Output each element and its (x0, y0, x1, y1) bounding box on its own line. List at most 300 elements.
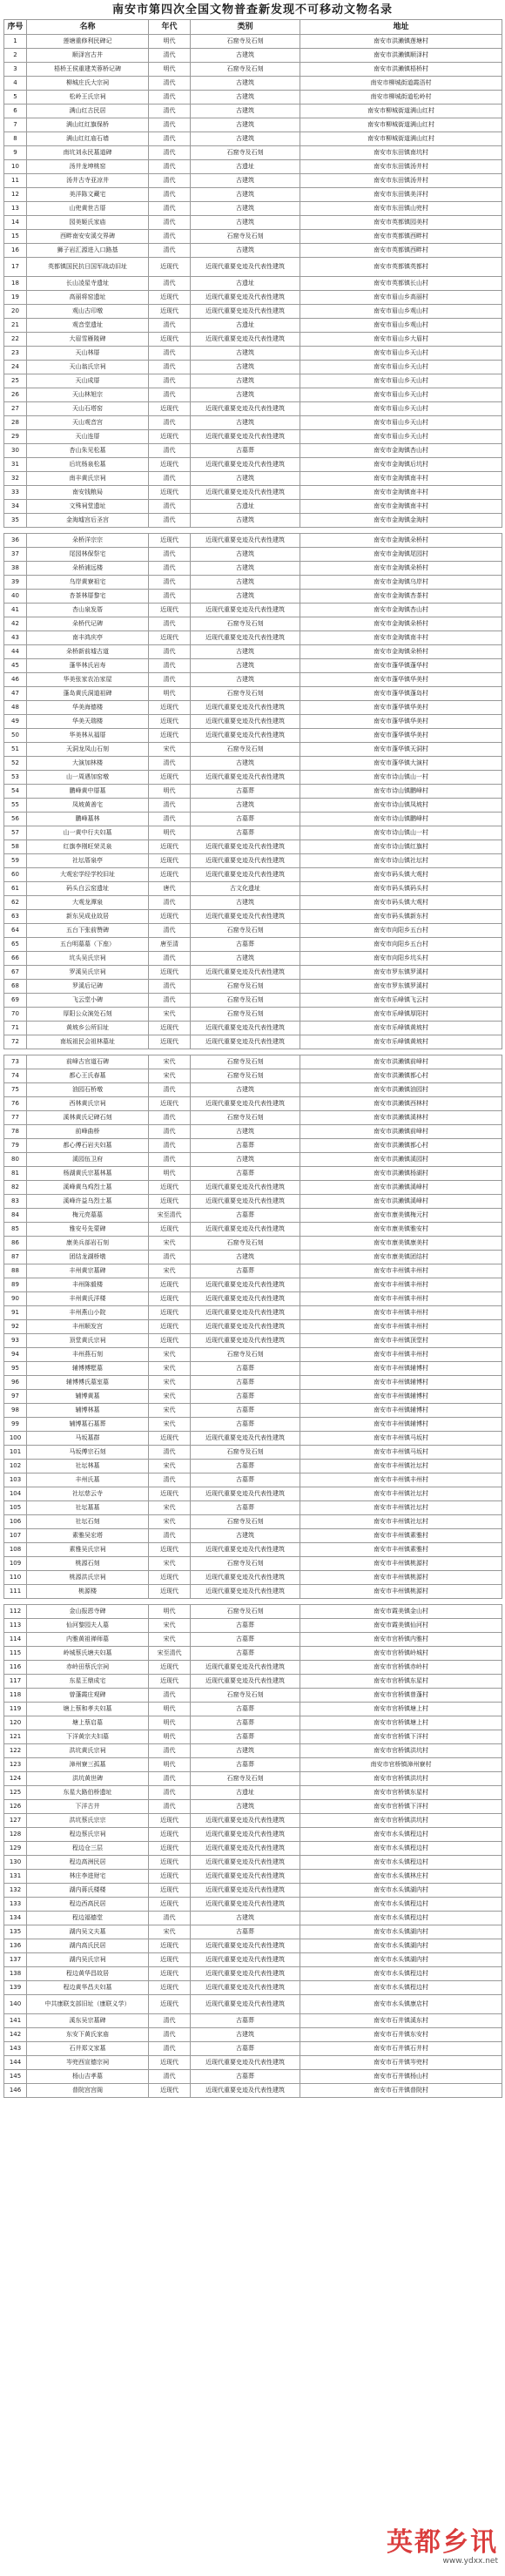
cell-category: 古墓葬 (191, 826, 300, 840)
cell-era: 近现代 (149, 729, 191, 743)
cell-category: 古建筑 (191, 1529, 300, 1543)
cell-category: 古墓葬 (191, 1925, 300, 1939)
cell-category: 石窟寺及石刻 (191, 1605, 300, 1619)
cell-address: 南安市乐峰镇厚阳村 (300, 1008, 502, 1022)
cell-era: 近现代 (149, 868, 191, 882)
cell-name: 洪坑黄氏宗祠 (27, 1744, 149, 1758)
cell-era: 宋代 (149, 1404, 191, 1418)
cell-address: 南安市官桥镇塘上村 (300, 1716, 502, 1730)
cell-category: 古墓葬 (191, 444, 300, 458)
cell-name: 乌岸黄寮祖宅 (27, 576, 149, 590)
cell-index: 95 (4, 1362, 27, 1376)
header-index: 序号 (4, 20, 27, 35)
cell-category: 近现代重要史迹及代表性建筑 (191, 2084, 300, 2098)
cell-category: 古建筑 (191, 361, 300, 374)
cell-index: 100 (4, 1432, 27, 1446)
cell-index: 28 (4, 416, 27, 430)
cell-index: 68 (4, 980, 27, 994)
cell-address: 南安市金淘镇朵桥村 (300, 645, 502, 659)
cell-category: 古建筑 (191, 416, 300, 430)
cell-address: 南安市诗山镇山一村 (300, 826, 502, 840)
cell-name: 华美林从福厝 (27, 729, 149, 743)
table-row (4, 910, 502, 924)
cell-category: 近现代重要史迹及代表性建筑 (191, 1884, 300, 1898)
cell-name: 下洋黄宗夫妇墓 (27, 1730, 149, 1744)
cell-category: 石窟寺及石刻 (191, 1557, 300, 1571)
table-row (4, 1856, 502, 1870)
cell-name: 高丽将窑遗址 (27, 291, 149, 305)
table-row (4, 1585, 502, 1599)
cell-address: 南安市石井镇岑兜村 (300, 2056, 502, 2070)
table-row (4, 1619, 502, 1633)
cell-address: 南安市丰州镇桃源村 (300, 1585, 502, 1599)
cell-era: 清代 (149, 277, 191, 291)
cell-address: 南安市金淘镇乌岸村 (300, 576, 502, 590)
table-row (4, 105, 502, 118)
cell-index: 10 (4, 160, 27, 174)
cell-index: 59 (4, 854, 27, 868)
cell-era: 宋代 (149, 1501, 191, 1515)
cell-index: 27 (4, 402, 27, 416)
cell-name: 天山翁氏宗祠 (27, 361, 149, 374)
header-category: 类别 (191, 20, 300, 35)
cell-category: 古墓葬 (191, 1390, 300, 1404)
cell-category: 古建筑 (191, 1800, 300, 1814)
cell-index: 31 (4, 458, 27, 472)
cell-name: 西林黄氏宗祠 (27, 1097, 149, 1111)
cell-category: 古墓葬 (191, 1418, 300, 1432)
cell-name: 岭城蔡氏塘夫妇墓 (27, 1647, 149, 1661)
table-row (4, 1181, 502, 1195)
cell-category: 近现代重要史迹及代表性建筑 (191, 631, 300, 645)
cell-category: 古建筑 (191, 548, 300, 562)
cell-index: 12 (4, 188, 27, 202)
cell-category: 近现代重要史迹及代表性建筑 (191, 1432, 300, 1446)
cell-index: 142 (4, 2028, 27, 2042)
cell-category: 古建筑 (191, 952, 300, 966)
table-row (4, 91, 502, 105)
cell-category: 古建筑 (191, 2028, 300, 2042)
cell-era: 唐代 (149, 882, 191, 896)
cell-index: 5 (4, 91, 27, 105)
cell-address: 南安市丰州镇丰州村 (300, 1278, 502, 1292)
cell-address: 南安市金淘镇杏山村 (300, 604, 502, 617)
cell-era: 近现代 (149, 840, 191, 854)
cell-era: 近现代 (149, 1334, 191, 1348)
table-row (4, 868, 502, 882)
cell-address: 南安市水头镇康店村 (300, 1995, 502, 2014)
cell-address: 南安市水头镇湖内村 (300, 1925, 502, 1939)
cell-address: 南安市东田镇汤井村 (300, 160, 502, 174)
cell-index: 71 (4, 1022, 27, 1035)
cell-address: 南安市向阳乡五台村 (300, 938, 502, 952)
cell-category: 古建筑 (191, 896, 300, 910)
table-row (4, 1515, 502, 1529)
cell-category: 近现代重要史迹及代表性建筑 (191, 701, 300, 715)
table-row (4, 1460, 502, 1473)
cell-name: 丰州黄宗墓碑 (27, 1264, 149, 1278)
cell-name: 罗溪吴氏宗祠 (27, 966, 149, 980)
cell-name: 岑兜西宣德宗祠 (27, 2056, 149, 2070)
cell-address: 南安市向阳乡五台村 (300, 924, 502, 938)
cell-index: 132 (4, 1884, 27, 1898)
table-row (4, 1390, 502, 1404)
cell-index: 125 (4, 1786, 27, 1800)
cell-index: 90 (4, 1292, 27, 1306)
cell-name: 溪峰黄乌鸡烈士墓 (27, 1181, 149, 1195)
cell-name: 大演加林楼 (27, 757, 149, 771)
table-row (4, 687, 502, 701)
cell-category: 近现代重要史迹及代表性建筑 (191, 1661, 300, 1675)
cell-address: 南安市金淘镇尾园村 (300, 548, 502, 562)
cell-name: 石井郑文家墓 (27, 2042, 149, 2056)
cell-index: 105 (4, 1501, 27, 1515)
cell-address: 南安市洪濑镇溪林村 (300, 1111, 502, 1125)
table-row (4, 1633, 502, 1647)
cell-name: 丰州燕石刻 (27, 1348, 149, 1362)
table-row (4, 924, 502, 938)
header-name: 名称 (27, 20, 149, 35)
cell-category: 石窟寺及石刻 (191, 1689, 300, 1703)
cell-address: 南安市柳城街道满山红村 (300, 132, 502, 146)
cell-address: 南安市官桥镇赤岭村 (300, 1661, 502, 1675)
cell-category: 近现代重要史迹及代表性建筑 (191, 1022, 300, 1035)
cell-era: 清代 (149, 576, 191, 590)
table-row (4, 1209, 502, 1223)
cell-name: 社坛石刻 (27, 1515, 149, 1529)
cell-era: 清代 (149, 118, 191, 132)
cell-address: 南安市洪濑镇溪园村 (300, 1153, 502, 1167)
cell-address: 南安市洪濑镇都心村 (300, 1139, 502, 1153)
cell-address: 南安市金淘镇杏茶村 (300, 590, 502, 604)
cell-name: 都心王氏春墓 (27, 1069, 149, 1083)
cell-address: 南安市丰州镇桃源村 (300, 1557, 502, 1571)
cell-name: 南丰黄氏宗祠 (27, 472, 149, 486)
cell-category: 古墓葬 (191, 2042, 300, 2056)
cell-address: 南安市英都镇西畔村 (300, 244, 502, 258)
cell-name: 丰州氏墓 (27, 1473, 149, 1487)
cell-era: 明代 (149, 1730, 191, 1744)
table-row (4, 534, 502, 548)
table-row (4, 1223, 502, 1237)
cell-address: 南安市向阳乡坑头村 (300, 952, 502, 966)
section-gap (4, 1599, 502, 1605)
cell-address: 南安市金淘镇朵桥村 (300, 617, 502, 631)
cell-name: 漳州寮三孤墓 (27, 1758, 149, 1772)
table-row (4, 1035, 502, 1049)
cell-name: 山一黄中行夫妇墓 (27, 826, 149, 840)
cell-name: 仙河黎园夫人墓 (27, 1619, 149, 1633)
cell-category: 近现代重要史迹及代表性建筑 (191, 1967, 300, 1981)
cell-category: 古建筑 (191, 1153, 300, 1167)
cell-index: 83 (4, 1195, 27, 1209)
cell-address: 南安市官桥镇洪坑村 (300, 1814, 502, 1828)
cell-era: 明代 (149, 1605, 191, 1619)
cell-name: 普院宫宫阁 (27, 2084, 149, 2098)
cell-name: 长山凌星寺遗址 (27, 277, 149, 291)
table-row (4, 2084, 502, 2098)
cell-category: 近现代重要史迹及代表性建筑 (191, 1035, 300, 1049)
cell-era: 明代 (149, 35, 191, 49)
cell-name: 南坂祖民会祖林墓址 (27, 1035, 149, 1049)
cell-address: 南安市洪濑镇前峰村 (300, 1125, 502, 1139)
cell-name: 蓬华林氏岩寿 (27, 659, 149, 673)
table-row (4, 1842, 502, 1856)
cell-category: 古墓葬 (191, 1460, 300, 1473)
cell-era: 清代 (149, 2014, 191, 2028)
table-row (4, 743, 502, 757)
cell-era: 近现代 (149, 604, 191, 617)
table-row (4, 1195, 502, 1209)
cell-name: 蓬岛黄氏洞道祖碑 (27, 687, 149, 701)
table-row (4, 1571, 502, 1585)
cell-index: 103 (4, 1473, 27, 1487)
cell-name: 飞云堂小碑 (27, 994, 149, 1008)
cell-index: 99 (4, 1418, 27, 1432)
cell-address: 南安市石井镇石井村 (300, 2042, 502, 2056)
cell-name: 满山红古民居 (27, 105, 149, 118)
cell-category: 石窟寺及石刻 (191, 146, 300, 160)
cell-era: 近现代 (149, 305, 191, 319)
header-address: 地址 (300, 20, 502, 35)
cell-address: 南安市丰州镇丰州村 (300, 1473, 502, 1487)
table-row (4, 216, 502, 230)
cell-address: 南安市金淘镇南丰村 (300, 472, 502, 486)
table-row (4, 319, 502, 333)
cell-name: 厚阳公众演处石刻 (27, 1008, 149, 1022)
cell-category: 古遗址 (191, 277, 300, 291)
cell-address: 南安市金淘镇朵桥村 (300, 562, 502, 576)
table-row (4, 1870, 502, 1884)
cell-index: 4 (4, 77, 27, 91)
cell-index: 96 (4, 1376, 27, 1390)
table-row (4, 1362, 502, 1376)
table-header-row (4, 20, 502, 35)
cell-index: 140 (4, 1995, 27, 2014)
table-row (4, 1967, 502, 1981)
table-row (4, 1473, 502, 1487)
cell-address: 南安市丰州镇丰州村 (300, 1292, 502, 1306)
table-row (4, 1264, 502, 1278)
cell-category: 古建筑 (191, 374, 300, 388)
table-row (4, 230, 502, 244)
cell-index: 108 (4, 1543, 27, 1557)
cell-era: 近现代 (149, 291, 191, 305)
table-row (4, 826, 502, 840)
table-row (4, 291, 502, 305)
cell-category: 石窟寺及石刻 (191, 1237, 300, 1251)
table-row (4, 1939, 502, 1953)
cell-index: 61 (4, 882, 27, 896)
cell-index: 131 (4, 1870, 27, 1884)
cell-era: 宋代 (149, 1418, 191, 1432)
cell-category: 古建筑 (191, 105, 300, 118)
cell-category: 古建筑 (191, 202, 300, 216)
cell-era: 清代 (149, 1772, 191, 1786)
cell-address: 南安市洪濑镇杨湖村 (300, 1167, 502, 1181)
table-row (4, 1083, 502, 1097)
table-row (4, 1814, 502, 1828)
table-row (4, 132, 502, 146)
cell-index: 123 (4, 1758, 27, 1772)
cell-category: 古建筑 (191, 514, 300, 528)
cell-era: 清代 (149, 2028, 191, 2042)
cell-era: 近现代 (149, 1856, 191, 1870)
cell-address: 南安市金淘镇南丰村 (300, 631, 502, 645)
cell-address: 南安市柳城街道松岭村 (300, 91, 502, 105)
table-row (4, 1153, 502, 1167)
cell-name: 程边西高民居 (27, 1898, 149, 1912)
cell-category: 古墓葬 (191, 1633, 300, 1647)
cell-category: 石窟寺及石刻 (191, 687, 300, 701)
cell-category: 古建筑 (191, 659, 300, 673)
cell-address: 南安市英都镇长山村 (300, 277, 502, 291)
cell-era: 清代 (149, 590, 191, 604)
cell-index: 58 (4, 840, 27, 854)
cell-address: 南安市柳城街道霞浯村 (300, 77, 502, 91)
cell-era: 清代 (149, 244, 191, 258)
cell-address: 南安市诗山镇鹏峰村 (300, 813, 502, 826)
cell-index: 41 (4, 604, 27, 617)
cell-name: 程边福德堂 (27, 1912, 149, 1925)
cell-name: 黄坡乡公所旧址 (27, 1022, 149, 1035)
cell-era: 清代 (149, 216, 191, 230)
cell-index: 115 (4, 1647, 27, 1661)
cell-category: 近现代重要史迹及代表性建筑 (191, 1939, 300, 1953)
cell-address: 南安市码头镇大观村 (300, 896, 502, 910)
cell-address: 南安市官桥镇岭城村 (300, 1647, 502, 1661)
cell-address: 南安市洪濑镇油园村 (300, 1083, 502, 1097)
cell-index: 116 (4, 1661, 27, 1675)
cell-name: 湖内高氏民居 (27, 1939, 149, 1953)
cell-name: 新东吴成业故居 (27, 910, 149, 924)
table-row (4, 1348, 502, 1362)
cell-era: 清代 (149, 1446, 191, 1460)
cell-name: 观音堂遗址 (27, 319, 149, 333)
table-row (4, 771, 502, 785)
cell-era: 宋代 (149, 1055, 191, 1069)
table-row (4, 361, 502, 374)
cell-name: 溪峰许益乌烈士墓 (27, 1195, 149, 1209)
cell-category: 古建筑 (191, 49, 300, 63)
cell-address: 南安市水头镇程边村 (300, 1856, 502, 1870)
cell-address: 南安市洪濑镇溪峰村 (300, 1195, 502, 1209)
table-row (4, 486, 502, 500)
cell-era: 宋代 (149, 1264, 191, 1278)
cell-index: 40 (4, 590, 27, 604)
cell-name: 丰州黄氏洋楼 (27, 1292, 149, 1306)
cell-era: 近现代 (149, 1022, 191, 1035)
table-row (4, 1306, 502, 1320)
cell-era: 宋代 (149, 1348, 191, 1362)
cell-category: 石窟寺及石刻 (191, 230, 300, 244)
table-row (4, 1661, 502, 1675)
cell-index: 51 (4, 743, 27, 757)
cell-name: 五台明墓墓（下座） (27, 938, 149, 952)
table-row (4, 472, 502, 486)
cell-address: 南安市乐峰镇飞云村 (300, 994, 502, 1008)
cell-category: 古遗址 (191, 319, 300, 333)
cell-address: 南安市诗山镇鹏峰村 (300, 785, 502, 799)
cell-era: 清代 (149, 388, 191, 402)
cell-era: 明代 (149, 785, 191, 799)
cell-address: 南安市石井镇东安村 (300, 2028, 502, 2042)
table-row (4, 659, 502, 673)
cell-category: 近现代重要史迹及代表性建筑 (191, 1487, 300, 1501)
table-row (4, 1730, 502, 1744)
cell-name: 朵桥代记碑 (27, 617, 149, 631)
cell-index: 129 (4, 1842, 27, 1856)
cell-name: 金山报恩寺碑 (27, 1605, 149, 1619)
cell-category: 古墓葬 (191, 1209, 300, 1223)
cell-era: 清代 (149, 160, 191, 174)
cell-address: 南安市官桥镇洪坑村 (300, 1744, 502, 1758)
cell-address: 南安市柳城街道满山红村 (300, 105, 502, 118)
cell-name: 杏山泉发厝 (27, 604, 149, 617)
watermark-url: www.ydxx.net (442, 2557, 498, 2566)
cell-name: 素雅吴氏宗祠 (27, 1543, 149, 1557)
cell-name: 尾园林保祭宅 (27, 548, 149, 562)
cell-index: 121 (4, 1730, 27, 1744)
cell-address: 南安市水头镇程边村 (300, 1898, 502, 1912)
cell-index: 37 (4, 548, 27, 562)
table-row (4, 1800, 502, 1814)
cell-name: 塘上蔡和孝夫妇墓 (27, 1703, 149, 1716)
cell-category: 近现代重要史迹及代表性建筑 (191, 534, 300, 548)
cell-era: 清代 (149, 444, 191, 458)
cell-era: 近现代 (149, 2084, 191, 2098)
table-row (4, 202, 502, 216)
cell-name: 溪园伍卫府 (27, 1153, 149, 1167)
table-row (4, 374, 502, 388)
table-row (4, 277, 502, 291)
cell-name: 都心傅石岩夫妇墓 (27, 1139, 149, 1153)
cell-name: 溪东吴宗墓碑 (27, 2014, 149, 2028)
cell-era: 近现代 (149, 1181, 191, 1195)
cell-era: 宋代 (149, 1460, 191, 1473)
cell-era: 近现代 (149, 1870, 191, 1884)
cell-address: 南安市水头镇程边村 (300, 1912, 502, 1925)
cell-era: 近现代 (149, 1675, 191, 1689)
table-row (4, 2056, 502, 2070)
table-row (4, 1884, 502, 1898)
cell-index: 98 (4, 1404, 27, 1418)
cell-era: 清代 (149, 548, 191, 562)
table-row (4, 2070, 502, 2084)
cell-era: 宋至清代 (149, 1647, 191, 1661)
cell-era: 清代 (149, 77, 191, 91)
cell-era: 近现代 (149, 966, 191, 980)
cell-era: 近现代 (149, 1828, 191, 1842)
table-row (4, 258, 502, 277)
cell-index: 133 (4, 1898, 27, 1912)
table-row (4, 1772, 502, 1786)
cell-index: 134 (4, 1912, 27, 1925)
cell-category: 近现代重要史迹及代表性建筑 (191, 1571, 300, 1585)
cell-index: 55 (4, 799, 27, 813)
cell-era: 明代 (149, 687, 191, 701)
cell-index: 60 (4, 868, 27, 882)
table-row (4, 1912, 502, 1925)
cell-category: 近现代重要史迹及代表性建筑 (191, 715, 300, 729)
table-row (4, 1703, 502, 1716)
cell-address: 南安市蓬华镇华美村 (300, 715, 502, 729)
cell-index: 72 (4, 1035, 27, 1049)
cell-index: 122 (4, 1744, 27, 1758)
cell-address: 南安市乐峰镇黄坡村 (300, 1022, 502, 1035)
cell-era: 近现代 (149, 333, 191, 347)
cell-address: 南安市水头镇程边村 (300, 1967, 502, 1981)
